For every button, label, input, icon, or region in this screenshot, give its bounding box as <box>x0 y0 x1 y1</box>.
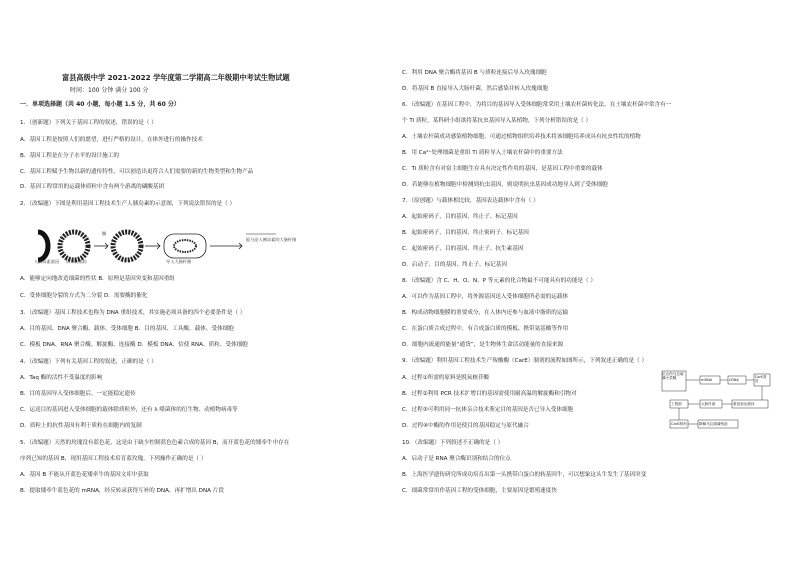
option-line: C．细菌常常用作基因工程的受体细胞，主要原因是繁殖速度快 <box>402 488 557 494</box>
option-line: A．可以作为基因工程中，将外源基因送入受体细胞所必需的运载体 <box>402 294 569 300</box>
question-line: 2．（改编题）下图是利用基因工程技术生产人胰岛素的示意图，下列说法错误的是（ ） <box>20 201 236 207</box>
plasmid-in-cell-shape <box>174 240 196 252</box>
option-line: B．过程②利用 PCR 技术扩增目的基因需使用耐高温的解旋酶和引物对 <box>402 391 577 397</box>
flow-label: 大肠杆菌 <box>701 402 716 406</box>
option-line: C．模板 DNA、RNA 聚合酶、解旋酶、连接酶 D．模板 DNA、信使 RNA、质粒、受体细胞 <box>20 342 248 348</box>
question-line-cont: 序列已知的基因 B，现用基因工程技术培育蓝玫瑰，下列操作正确的是（ ） <box>20 456 207 462</box>
question-line: 6．（改编题）在基因工程中，为将目的基因导入受体细胞常采用土壤农杆菌转化法，在土壤农杆菌中常含有一 <box>402 102 672 108</box>
option-line: C．Ti 质粒含有对宿主细胞生存具有决定性作用的基因，是基因工程中重要的载体 <box>402 166 603 172</box>
option-line: A．目的基因、DNA 聚合酶、载体、受体细胞 B．目的基因、工具酶、载体、受体细胞 <box>20 326 234 332</box>
option-line: D．质粒上的抗性基因有利于质粒在细胞内的复制 <box>20 423 142 429</box>
option-line: A．基因工程是按照人们的愿望，进行严格的设计，在体外进行的操作技术 <box>20 137 203 143</box>
bacterium-shape <box>164 234 206 258</box>
option-line: D．基因工程常用的运载体质粒中含有两个游离的磷酸基团 <box>20 184 165 190</box>
question-line: 9．（改编题）利用基因工程技术生产羧酸酶（CarE）制剂的流程如图所示，下列叙述正确的是（ ） <box>402 358 648 364</box>
flow-label: 降解马拉硫磷残留 <box>699 422 728 426</box>
question-line: 8．（改编题）含 C、H、O、N、P 等元素的化合物最不可能具有的功能是（ ） <box>402 278 596 284</box>
option-line: A．能够定向地改造细菌的性状 B．原理是基因突变和基因重组 <box>20 276 175 282</box>
question-line: 1．（创新题）下列关于基因工程的叙述，错误的是（ ） <box>20 120 157 126</box>
option-line: D．细胞内流通的能量“通货”，是生物体生命活动能量的直接来源 <box>402 342 564 348</box>
flow-label: CarE制剂 <box>671 422 687 426</box>
flow-label: cDNA <box>729 378 739 382</box>
flow-label: 工程菌 <box>671 402 682 406</box>
option-line: B．构成动物细胞膜的重要成分，在人体内还参与血液中脂质的运输 <box>402 310 569 316</box>
option-line: B．基因工程是在分子水平的设计施工的 <box>20 153 119 159</box>
section-heading: 一．单项选择题（共 40 小题，每小题 1.5 分，共 60 分） <box>20 101 180 108</box>
option-line: C．利用 DNA 聚合酶将基因 B 与质粒连接后导入玫瑰细胞 <box>402 70 547 76</box>
option-line: B．目的基因导入受体细胞后，一定能稳定遗传 <box>20 391 136 397</box>
option-line: A．过程①所需的原料是脱氧核苷酸 <box>402 375 490 381</box>
flow-label: 抗农药马拉硫磷小菜蛾 <box>662 372 684 380</box>
option-line: C．在蛋白质合成过程中，有合成蛋白质的模板、携带氨基酸等作用 <box>402 326 569 332</box>
question-line: 3．（改编题）基因工程技术也称为 DNA 重组技术，其实施必须具备的四个必要条件是（ ） <box>20 310 246 316</box>
fig2-label: 人胰岛素基因 <box>34 259 60 264</box>
option-line: C．起始密码子、目的基因、终止子、抗生素基因 <box>402 246 524 252</box>
question-line: 10．（改编题）下列叙述不正确的是（ ） <box>402 440 504 446</box>
question-line: 7．（原创题）与载体相比较，基因表达载体中含有（ ） <box>402 198 539 204</box>
flow-label: CarE基因 <box>755 375 767 383</box>
cut-plasmid-shape <box>60 232 88 260</box>
option-line: D．若能够在植物细胞中检测到抗虫基因，则说明抗虫基因成功地导入到了受体细胞 <box>402 182 608 188</box>
option-line: A．Taq 酶的活性不受温度的影响 <box>20 375 103 381</box>
option-line: D．启动子、目的基因、终止子、标记基因 <box>402 262 507 268</box>
option-line: B．用 Ca²⁺处理细菌是重组 Ti 质粒导入土壤农杆菌中的重要方法 <box>402 150 563 156</box>
option-line: B．提取矮牵牛蓝色花的 mRNA，经反转录获得互补的 DNA，再扩增出 DNA 片段 <box>20 488 224 494</box>
option-line: B．起始密码子、目的基因、终止密码子、标记基因 <box>402 230 529 236</box>
recombinant-plasmid-shape <box>113 232 141 260</box>
fig2-label: 能分泌人胰岛素的大肠杆菌 <box>246 237 297 242</box>
flow-label: 重组表达载体 <box>733 402 755 406</box>
flow-label: mRNA <box>701 378 713 382</box>
option-line: C．基因工程赋予生物以新的遗传特性，可以创造出更符合人们需要的新的生物类型和生物产品 <box>20 169 254 175</box>
option-line: A．土壤农杆菌成功感染植物细胞，可通过植物组织培养技术将该细胞培养成具有抗虫性状的植物 <box>402 134 641 140</box>
fig2-label: 切开的质粒 <box>66 259 87 264</box>
fig2-label: 导入大肠杆菌 <box>166 259 192 264</box>
option-line: D．过程④中酶的作用是使目的基因稳定与原代融合 <box>402 423 529 429</box>
option-line: C．运送目的基因进入受体细胞的载体除质粒外，还有 λ 噬菌体的衍生物、动植物病毒等 <box>20 407 238 413</box>
option-line: A．基因 B 不能从开蓝色花矮牵牛的基因文库中获取 <box>20 472 149 478</box>
option-line: C．过程③可利用同一抗体亲合技术鉴定目的基因是否已导入受体细胞 <box>402 407 574 413</box>
option-line: A．启动子是 RNA 聚合酶识别和结合的位点 <box>402 456 511 462</box>
question-line: 5．（改编题）天然的玫瑰没有蓝色花，这是由于缺少控制蓝色色素合成的基因 B，而开蓝色花的矮牵牛中存在 <box>20 440 290 446</box>
fig2-label: 酶 <box>102 231 107 236</box>
exam-meta: 时间：100 分钟 满分 100 分 <box>70 87 149 94</box>
option-line: A．起始密码子、目的基因、终止子、标记基因 <box>402 214 518 220</box>
option-line: B．上海医学遗传研究所成功培育出第一头携带白蛋白的转基因牛，可以想象这头牛发生了基因突变 <box>402 472 647 478</box>
question-line: 4．（改编题）下列有关基因工程的叙述，正确的是（ ） <box>20 359 157 365</box>
question-line-cont: 个 Ti 质粒，某科研小组欲将某抗虫基因导入某植物，下列分析错误的是（ ） <box>402 118 592 124</box>
option-line: D．将基因 B 直接导入大肠杆菌，然后感染并转入玫瑰细胞 <box>402 86 548 92</box>
gene-fragment-shape <box>38 232 48 260</box>
option-line: C．受体细胞分裂的方式为二分裂 D．需要酶的催化 <box>20 293 148 299</box>
exam-title: 富县高级中学 2021-2022 学年度第二学期高二年级期中考试生物试题 <box>62 73 290 82</box>
